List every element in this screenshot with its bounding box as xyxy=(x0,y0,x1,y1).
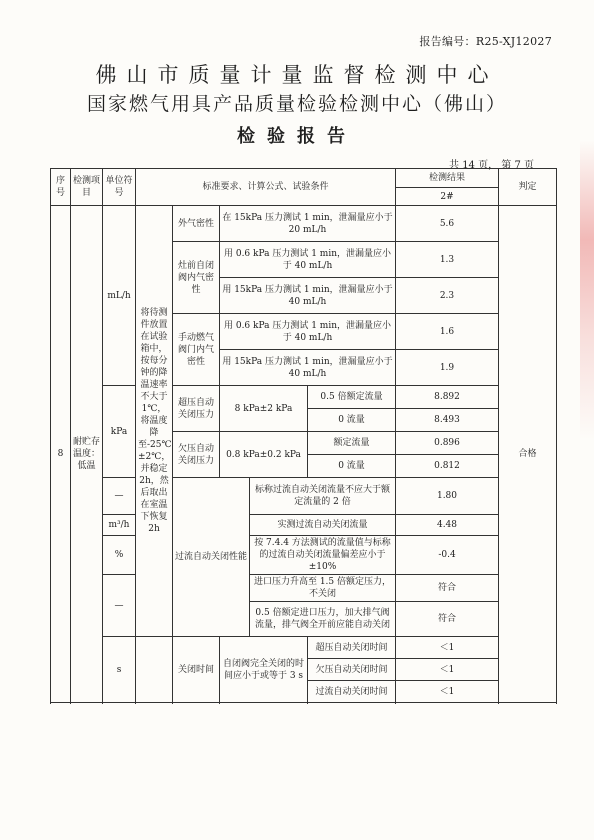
header-seq: 序号 xyxy=(51,169,71,206)
test-results-table xyxy=(50,168,557,703)
header-requirements: 标准要求、计算公式、试验条件 xyxy=(136,169,396,206)
flow-requirement-5: 0.5 倍额定进口压力，加大排气阀流量，排气阀全开前应能自动关闭 xyxy=(250,602,396,637)
center-title: 国家燃气用具产品质量检验检测中心（佛山） xyxy=(86,93,507,115)
unit-dash-2: — xyxy=(103,575,136,637)
flow-value-1: 1.80 xyxy=(396,478,499,515)
group-under-pressure: 欠压自动关闭压力 xyxy=(173,432,220,478)
flow-requirement-4: 进口压力升高至 1.5 倍额定压力，不关闭 xyxy=(250,575,396,602)
close-time-requirement: 自闭阀完全关闭的时间应小于或等于 3 s xyxy=(220,637,308,703)
judgement: 合格 xyxy=(499,206,557,703)
over-value-1: 8.892 xyxy=(396,386,499,409)
manual-value-1: 1.6 xyxy=(396,314,499,350)
report-number: 报告编号：R25-XJ12027 xyxy=(419,35,552,48)
under-value-2: 0.812 xyxy=(396,455,499,478)
seal-stamp-edge xyxy=(580,140,594,440)
header-result: 检测结果 xyxy=(396,169,499,188)
group-outer-tightness: 外气密性 xyxy=(173,206,220,242)
unit-ml: mL/h xyxy=(103,206,136,386)
page-info: 共 14 页， 第 7 页 xyxy=(449,160,534,171)
close-value-3: ＜1 xyxy=(396,681,499,703)
close-value-1: ＜1 xyxy=(396,637,499,659)
outer-requirement: 在 15kPa 压力测试 1 min，泄漏量应小于 20 mL/h xyxy=(220,206,396,242)
unit-m3h: m³/h xyxy=(103,515,136,536)
group-manual-valve: 手动燃气阀门内气密性 xyxy=(173,314,220,386)
over-value-2: 8.493 xyxy=(396,409,499,432)
flow-value-3: -0.4 xyxy=(396,536,499,575)
unit-kpa: kPa xyxy=(103,386,136,478)
close-row-1: 超压自动关闭时间 xyxy=(308,637,396,659)
flow-value-5: 符合 xyxy=(396,602,499,637)
item-name: 耐贮存温度：低温 xyxy=(71,206,103,703)
item-seq: 8 xyxy=(51,206,71,703)
outer-value: 5.6 xyxy=(396,206,499,242)
flow-value-2: 4.48 xyxy=(396,515,499,536)
over-row-2: 0 流量 xyxy=(308,409,396,432)
stove-value-2: 2.3 xyxy=(396,278,499,314)
report-title: 检验报告 xyxy=(237,126,357,147)
flow-requirement-2: 实测过流自动关闭流量 xyxy=(250,515,396,536)
under-row-2: 0 流量 xyxy=(308,455,396,478)
header-unit: 单位符号 xyxy=(103,169,136,206)
unit-seconds: s xyxy=(103,637,136,703)
flow-value-4: 符合 xyxy=(396,575,499,602)
flow-requirement-1: 标称过流自动关闭流量不应大于额定流量的 2 倍 xyxy=(250,478,396,515)
header-sample: 2# xyxy=(396,188,499,206)
unit-percent: % xyxy=(103,536,136,575)
under-pressure-condition: 0.8 kPa±0.2 kPa xyxy=(220,432,308,478)
header-item: 检测项目 xyxy=(71,169,103,206)
over-row-1: 0.5 倍额定流量 xyxy=(308,386,396,409)
group-close-time: 关闭时间 xyxy=(173,637,220,703)
org-title: 佛山市质量计量监督检测中心 xyxy=(95,63,499,87)
stove-value-1: 1.3 xyxy=(396,242,499,278)
under-row-1: 额定流量 xyxy=(308,432,396,455)
group-stove-valve: 灶前自闭阀内气密性 xyxy=(173,242,220,314)
group-over-pressure: 超压自动关闭压力 xyxy=(173,386,220,432)
manual-value-2: 1.9 xyxy=(396,350,499,386)
test-condition-blank xyxy=(136,637,173,703)
manual-requirement-2: 用 15kPa 压力测试 1 min，泄漏量应小于 40 mL/h xyxy=(220,350,396,386)
close-row-3: 过流自动关闭时间 xyxy=(308,681,396,703)
manual-requirement-1: 用 0.6 kPa 压力测试 1 min，泄漏量应小于 40 mL/h xyxy=(220,314,396,350)
unit-dash-1: — xyxy=(103,478,136,515)
test-condition: 将待测件放置在试验箱中，按每分钟的降温速率不大于1℃，将温度降至-25℃±2℃，并稳定2h，然后取出在室温下恢复2h xyxy=(136,206,173,637)
over-pressure-condition: 8 kPa±2 kPa xyxy=(220,386,308,432)
stove-requirement-1: 用 0.6 kPa 压力测试 1 min，泄漏量应小于 40 mL/h xyxy=(220,242,396,278)
header-judge: 判定 xyxy=(499,169,557,206)
flow-requirement-3: 按 7.4.4 方法测试的流量值与标称的过流自动关闭流量偏差应小于±10% xyxy=(250,536,396,575)
stove-requirement-2: 用 15kPa 压力测试 1 min，泄漏量应小于 40 mL/h xyxy=(220,278,396,314)
under-value-1: 0.896 xyxy=(396,432,499,455)
group-over-flow: 过流自动关闭性能 xyxy=(173,478,250,637)
close-row-2: 欠压自动关闭时间 xyxy=(308,659,396,681)
close-value-2: ＜1 xyxy=(396,659,499,681)
